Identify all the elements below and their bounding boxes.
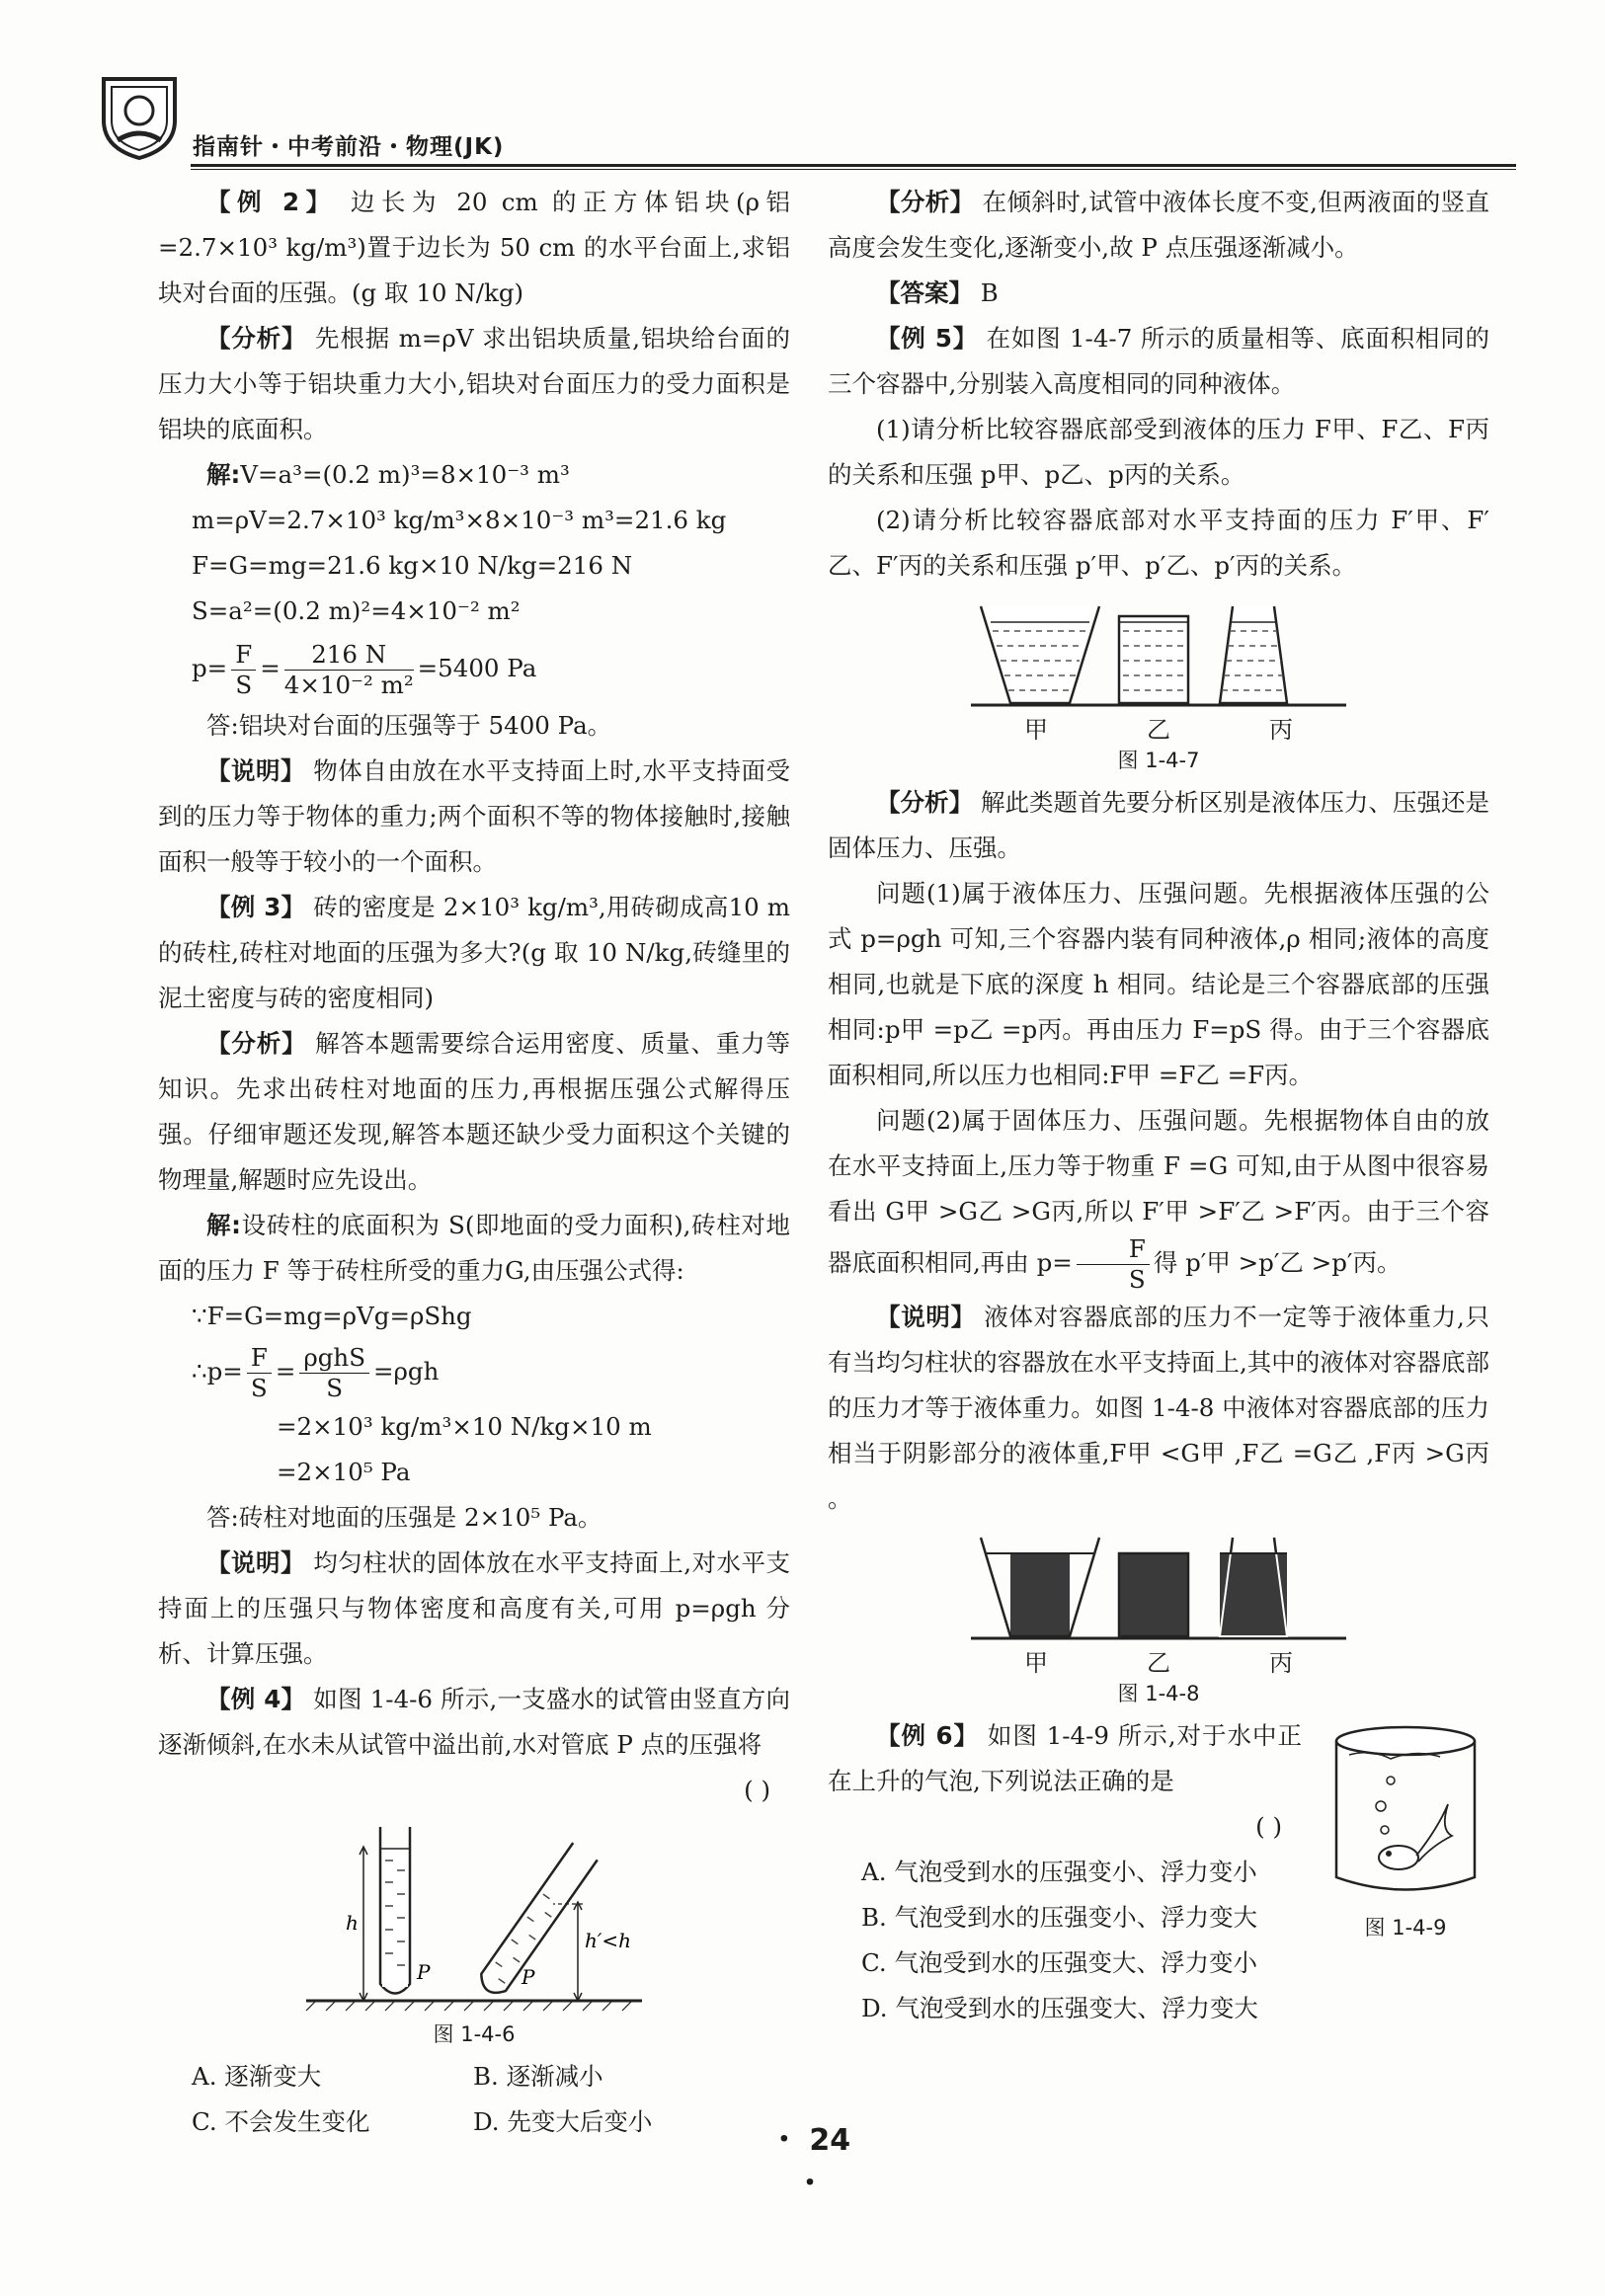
left-column <box>158 180 790 2145</box>
example-6 <box>828 1713 1489 2031</box>
example-4-analysis: 【分析】 在倾斜时,试管中液体长度不变,但两液面的竖直高度会发生变化,逐渐变小,故 P 点压强逐渐减小。 <box>828 188 1490 262</box>
option-c: C. 气泡受到水的压强变大、浮力变小 <box>861 1948 1257 1977</box>
fraction-values: $\frac{216 N}{\text{4×10⁻² m²}}$ <box>283 640 414 699</box>
test-tube-diagram <box>296 1821 652 2019</box>
example-2-note: 【说明】 物体自由放在水平支持面上时,水平支持面受到的压力等于物体的重力;两个面积不等的物体接触时,接触面积一般等于较小的一个面积。 <box>158 756 790 876</box>
example-2-answer: 答:铝块对台面的压强等于 5400 Pa。 <box>206 711 612 740</box>
example-2-solution-line-4: S=a²=(0.2 m)²=4×10⁻² m² <box>192 596 521 625</box>
option-a: A. 逐渐变大 <box>192 2062 322 2091</box>
svg-text:P: P <box>417 1960 431 1984</box>
fraction-f-over-s: $\frac{F}{S}$ <box>247 1343 272 1403</box>
example-2-solution-line-3: F=G=mg=21.6 kg×10 N/kg=216 N <box>192 551 633 580</box>
example-5-part-2: 问题(2)属于固体压力、压强问题。先根据物体自由的放在水平支持面上,压力等于物重 F =G 可知,由于从图中很容易看出 G甲 >G乙 >G丙,所以 F′甲 >F′乙 >F′丙。由于三个容器底面积相同,再由 p= $\frac{F}{S}$ 得 p′甲 >p′乙 >p′丙。 <box>828 1106 1489 1294</box>
example-5-part-1: 问题(1)属于液体压力、压强问题。先根据液体压强的公式 p=ρgh 可知,三个容器内装有同种液体,ρ 相同;液体的高度相同,也就是下底的深度 h 相同。结论是三个容器底部的压强相同:p甲 =p乙 =p丙。再由压力 F=pS 得。由于三个容器底面积相同,所以压力也相同:F甲 =F乙 =F丙。 <box>828 879 1489 1089</box>
page-number: ・ 24 ・ <box>768 2123 851 2201</box>
example-5-analysis: 【分析】 解此类题首先要分析区别是液体压力、压强还是固体压力、压强。 <box>828 788 1490 862</box>
figure-1-4-6 <box>158 1821 790 2050</box>
three-containers-diagram <box>961 596 1356 715</box>
figure-caption: 图 1-4-9 <box>1364 1916 1447 1940</box>
example-6-paren: ( ) <box>1255 1812 1282 1841</box>
container-labels-2 <box>828 1648 1489 1678</box>
fraction-rhogh: $\frac{\text{ρghS}}{S}$ <box>299 1343 369 1403</box>
label-jia: 甲 <box>1024 716 1048 744</box>
option-a: A. 气泡受到水的压强变小、浮力变小 <box>861 1858 1257 1886</box>
example-5-note: 【说明】 液体对容器底部的压力不一定等于液体重力,只有当均匀柱状的容器放在水平支持面上,其中的液体对容器底部的压力才等于液体重力。如图 1-4-8 中液体对容器底部的压力相当于阴影部分的液体重,F甲 <G甲 ,F乙 =G乙 ,F丙 >G丙 。 <box>828 1303 1489 1513</box>
example-2-pressure-formula: p= $\frac{F}{S}$ = $\frac{216 N}{\text{4×10⁻² m²}}$ =5400 Pa <box>192 640 537 699</box>
figure-caption: 图 1-4-7 <box>1117 749 1200 772</box>
option-c: C. 不会发生变化 <box>192 2107 370 2136</box>
label-yi: 乙 <box>1147 716 1170 744</box>
example-3-solution-line-3: =2×10³ kg/m³×10 N/kg×10 m <box>277 1412 652 1441</box>
svg-text:h: h <box>346 1911 359 1935</box>
example-3-answer: 答:砖柱对地面的压强是 2×10⁵ Pa。 <box>206 1503 602 1532</box>
example-3-solution-line-1: ∵F=G=mg=ρVg=ρShg <box>192 1302 472 1330</box>
example-3-analysis: 【分析】 解答本题需要综合运用密度、质量、重力等知识。先求出砖柱对地面的压力,再根据压强公式解得压强。仔细审题还发现,解答本题还缺少受力面积这个关键的物理量,解题时应先设出。 <box>158 1029 791 1194</box>
example-4-options <box>158 2054 790 2145</box>
example-4-question: 【例 4】 如图 1-4-6 所示,一支盛水的试管由竖直方向逐渐倾斜,在水未从试管中溢出前,水对管底 P 点的压强将 <box>158 1685 790 1759</box>
option-d: D. 先变大后变小 <box>473 2107 653 2136</box>
example-4-paren: ( ) <box>744 1776 770 1804</box>
page-header <box>94 67 1516 166</box>
figure-1-4-7 <box>828 596 1489 776</box>
example-2-analysis: 【分析】 先根据 m=ρV 求出铝块质量,铝块给台面的压力大小等于铝块重力大小,铝块对台面压力的受力面积是铝块的底面积。 <box>158 324 791 443</box>
example-3-solution: 解:设砖柱的底面积为 S(即地面的受力面积),砖柱对地面的压力 F 等于砖柱所受的重力G,由压强公式得: <box>158 1211 790 1285</box>
figure-caption: 图 1-4-6 <box>433 2022 516 2046</box>
example-3-note: 【说明】 均匀柱状的固体放在水平支持面上,对水平支持面上的压强只与物体密度和高度有关,可用 p=ρgh 分析、计算压强。 <box>158 1548 790 1668</box>
option-d: D. 气泡受到水的压强变大、浮力变大 <box>861 1994 1258 2022</box>
fish-tank-diagram <box>1322 1719 1489 1897</box>
label-bing: 丙 <box>1269 1649 1293 1677</box>
figure-1-4-8 <box>828 1530 1489 1709</box>
svg-text:h′<h: h′<h <box>585 1929 632 1952</box>
example-6-question: 【例 6】 如图 1-4-9 所示,对于水中正在上升的气泡,下列说法正确的是 <box>828 1721 1303 1795</box>
example-5-question: 【例 5】 在如图 1-4-7 所示的质量相等、底面积相同的三个容器中,分别装入高度相同的同种液体。 <box>828 324 1489 398</box>
option-b: B. 逐渐减小 <box>473 2062 603 2091</box>
header-rule-thin <box>191 169 1516 170</box>
right-column <box>828 180 1489 2031</box>
example-2-solution-line-1: 解:V=a³=(0.2 m)³=8×10⁻³ m³ <box>206 460 570 489</box>
header-rule <box>191 164 1516 167</box>
label-yi: 乙 <box>1147 1649 1170 1677</box>
example-2-question: 【例 2】 边长为 20 cm 的正方体铝块(ρ铝 =2.7×10³ kg/m³)置于边长为 50 cm 的水平台面上,求铝块对台面的压强。(g 取 10 N/kg) <box>158 188 790 307</box>
container-labels <box>828 715 1489 745</box>
shaded-containers-diagram <box>961 1530 1356 1648</box>
fraction-f-over-s: $\frac{F}{S}$ <box>1077 1234 1150 1295</box>
example-4-answer: 【答案】 B <box>876 278 999 307</box>
example-5-question-1: (1)请分析比较容器底部受到液体的压力 F甲、F乙、F丙的关系和压强 p甲、p乙、p丙的关系。 <box>828 415 1489 489</box>
header-title: 指南针・中考前沿・物理(JK) <box>193 134 505 160</box>
example-2-solution-line-2: m=ρV=2.7×10³ kg/m³×8×10⁻³ m³=21.6 kg <box>192 506 727 534</box>
example-5-question-2: (2)请分析比较容器底部对水平支持面的压力 F′甲、F′乙、F′丙的关系和压强 p′甲、p′乙、p′丙的关系。 <box>828 506 1489 580</box>
example-3-pressure-formula: ∴p= $\frac{F}{S}$ = $\frac{\text{ρghS}}{S}$ =ρgh <box>192 1343 440 1402</box>
label-jia: 甲 <box>1024 1649 1048 1677</box>
svg-text:P: P <box>522 1965 535 1989</box>
option-b: B. 气泡受到水的压强变小、浮力变大 <box>861 1903 1258 1932</box>
figure-1-4-9 <box>1322 1719 1489 1943</box>
figure-caption: 图 1-4-8 <box>1117 1682 1200 1705</box>
example-6-text <box>828 1713 1302 2031</box>
shield-logo-icon <box>94 71 185 162</box>
example-3-solution-line-4: =2×10⁵ Pa <box>277 1458 411 1486</box>
label-bing: 丙 <box>1269 716 1293 744</box>
example-3-question: 【例 3】 砖的密度是 2×10³ kg/m³,用砖砌成高10 m的砖柱,砖柱对地面的压强为多大?(g 取 10 N/kg,砖缝里的泥土密度与砖的密度相同) <box>158 893 790 1012</box>
fraction-f-over-s: $\frac{F}{S}$ <box>231 640 256 700</box>
